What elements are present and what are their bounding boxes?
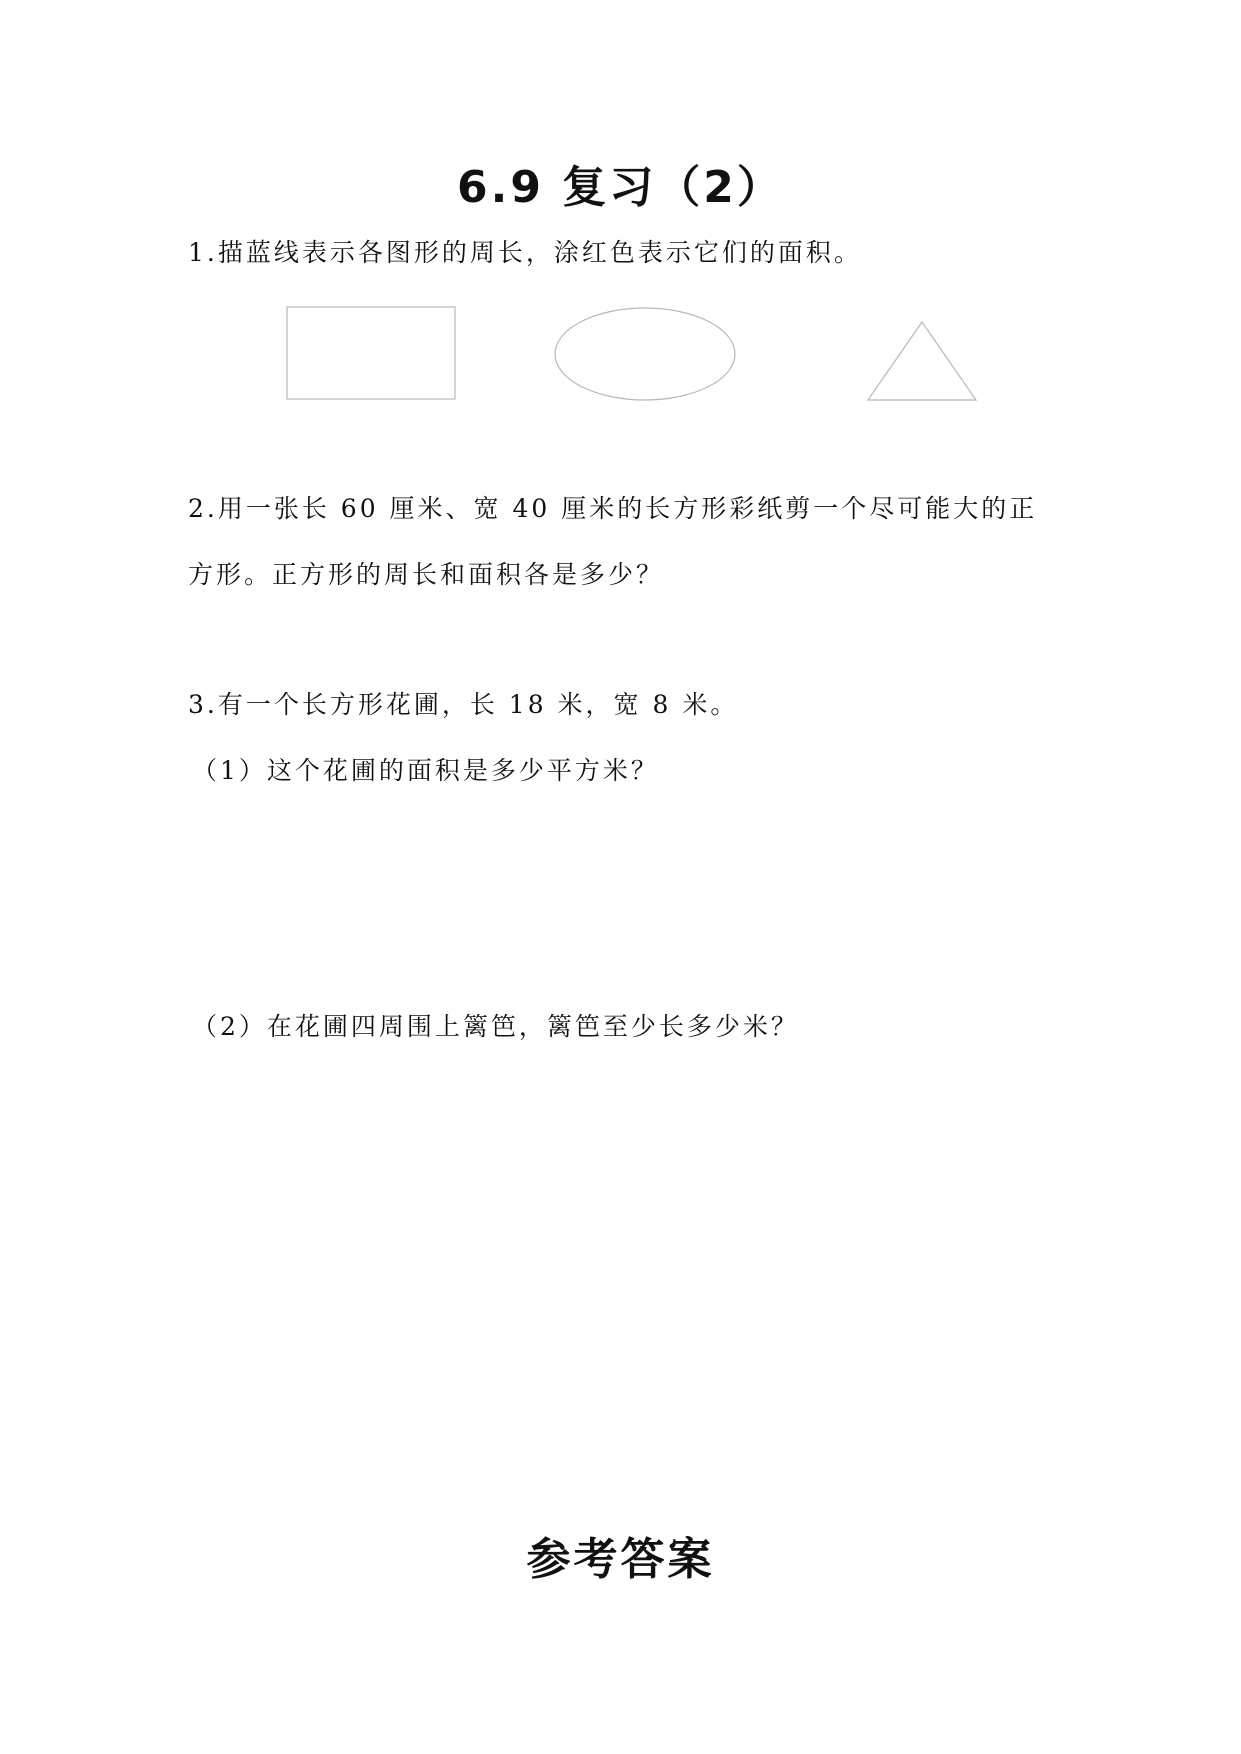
- question-3-part-2: （2）在花圃四周围上篱笆，篱笆至少长多少米？: [192, 1012, 799, 1041]
- rectangle-shape: [286, 306, 458, 402]
- question-3-part-1: （1）这个花圃的面积是多少平方米？: [192, 756, 659, 785]
- question-3-stem: 3.有一个长方形花圃，长 18 米，宽 8 米。: [188, 690, 739, 719]
- question-2-line-2: 方形。正方形的周长和面积各是多少？: [188, 560, 665, 589]
- answer-section-title: 参考答案: [526, 1534, 715, 1585]
- triangle-shape: [866, 320, 978, 402]
- page-title: 6.9 复习（2）: [457, 162, 784, 213]
- ellipse-shape: [553, 306, 737, 402]
- question-1: 1.描蓝线表示各图形的周长，涂红色表示它们的面积。: [188, 238, 862, 267]
- question-2-line-1: 2.用一张长 60 厘米、宽 40 厘米的长方形彩纸剪一个尽可能大的正: [188, 494, 1038, 523]
